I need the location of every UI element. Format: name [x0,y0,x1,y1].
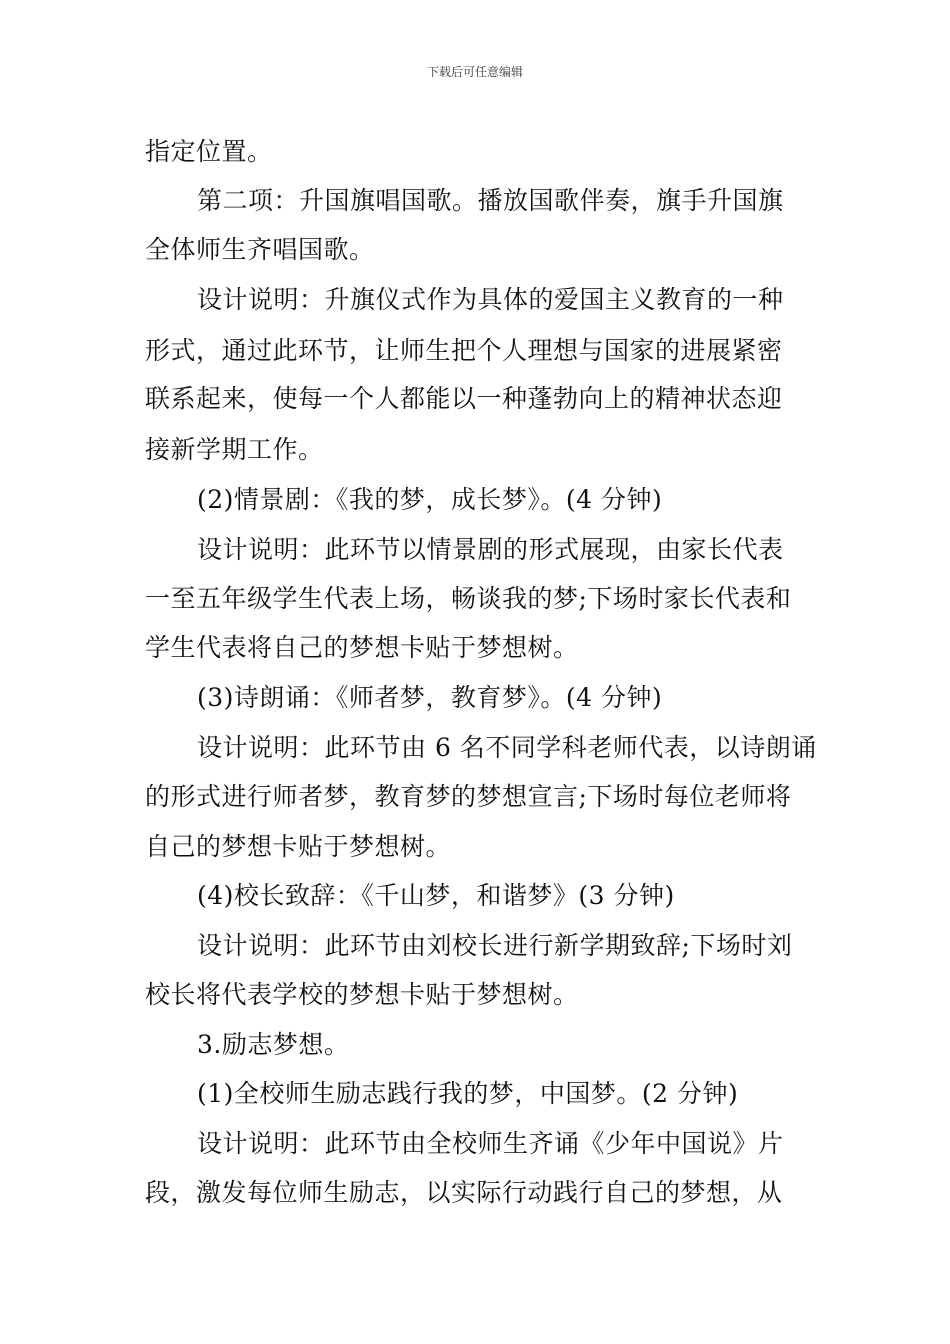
text-line: 联系起来，使每一个人都能以一种蓬勃向上的精神状态迎 [145,384,783,413]
text-line: 学生代表将自己的梦想卡贴于梦想树。 [145,633,579,662]
text-line: 第二项：升国旗唱国歌。播放国歌伴奏，旗手升国旗 [197,186,784,215]
text-line: (1)全校师生励志践行我的梦，中国梦。(2 分钟) [197,1079,739,1108]
text-line: 的形式进行师者梦，教育梦的梦想宣言;下场时每位老师将 [145,782,792,811]
text-line: 设计说明：此环节由刘校长进行新学期致辞;下场时刘 [197,931,793,960]
text-line: 设计说明：升旗仪式作为具体的爱国主义教育的一种 [197,285,784,314]
text-line: 自己的梦想卡贴于梦想树。 [145,832,452,861]
text-line: (4)校长致辞：《千山梦，和谐梦》(3 分钟) [197,881,675,910]
page-header: 下载后可任意编辑 [426,65,523,79]
text-line: 段，激发每位师生励志，以实际行动践行自己的梦想，从 [145,1178,783,1207]
text-line: 设计说明：此环节由 6 名不同学科老师代表，以诗朗诵 [197,733,817,762]
text-line: 设计说明：此环节以情景剧的形式展现，由家长代表 [197,535,784,564]
text-line: 一至五年级学生代表上场，畅谈我的梦;下场时家长代表和 [145,584,792,613]
text-line: 全体师生齐唱国歌。 [145,235,375,264]
text-line: 校长将代表学校的梦想卡贴于梦想树。 [145,980,579,1009]
text-line: (2)情景剧：《我的梦，成长梦》。(4 分钟) [197,485,663,514]
text-line: 3.励志梦想。 [197,1030,350,1059]
text-line: 设计说明：此环节由全校师生齐诵《少年中国说》片 [197,1129,784,1158]
text-line: (3)诗朗诵：《师者梦，教育梦》。(4 分钟) [197,683,663,712]
text-line: 指定位置。 [145,137,273,166]
text-line: 形式，通过此环节，让师生把个人理想与国家的进展紧密 [145,336,783,365]
text-line: 接新学期工作。 [145,435,324,464]
